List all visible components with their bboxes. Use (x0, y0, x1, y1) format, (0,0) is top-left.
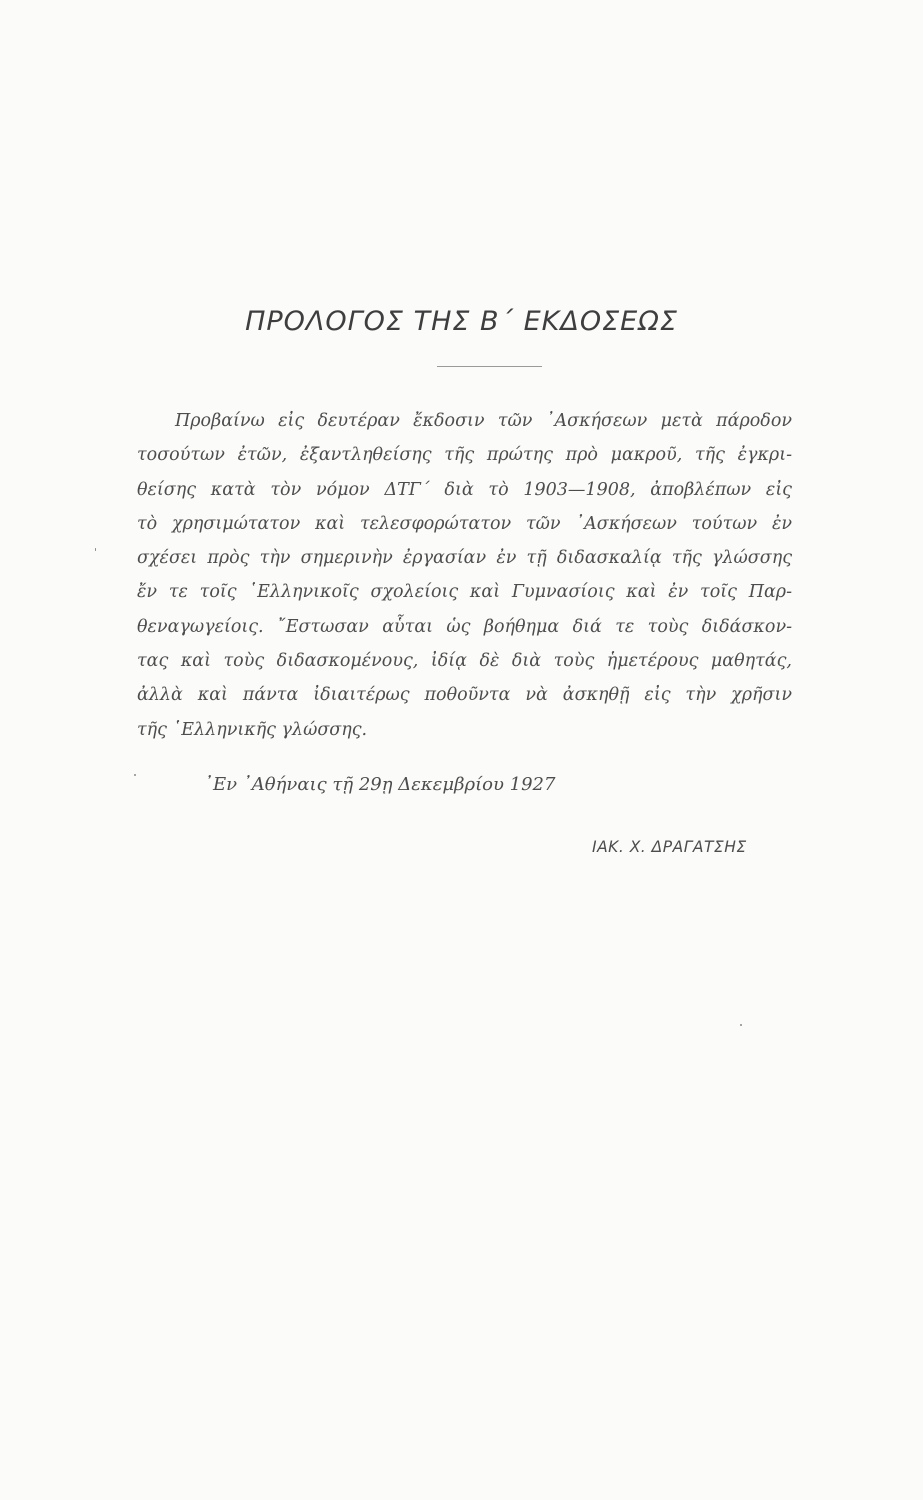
paragraph-line: τας καὶ τοὺς διδασκομένους, ἰδίᾳ δὲ διὰ τοὺς ἡμετέρους μαθητάς, (137, 651, 792, 672)
paragraph-line: σχέσει πρὸς τὴν σημερινὴν ἐργασίαν ἐν τῇ διδασκαλίᾳ τῆς γλώσσης (137, 548, 792, 569)
paragraph-line: τὸ χρησιμώτατον καὶ τελεσφορώτατον τῶν ᾽Ασκήσεων τούτων ἐν (137, 513, 792, 534)
paper-speck (134, 774, 136, 776)
page-title: ΠΡΟΛΟΓΟΣ ΤΗΣ Β΄ ΕΚΔΟΣΕΩΣ (245, 306, 678, 337)
paragraph-line: ἔν τε τοῖς ῾Ελληνικοῖς σχολείοις καὶ Γυμνασίοις καὶ ἐν τοῖς Παρ- (137, 582, 792, 603)
paragraph-line: θεναγωγείοις. ῎Εστωσαν αὗται ὡς βοήθημα διά τε τοὺς διδάσκον- (137, 616, 792, 637)
paper-speck (740, 1024, 742, 1026)
preface-paragraph (137, 404, 792, 747)
paragraph-line: θείσης κατὰ τὸν νόμον ΔΤΓ΄ διὰ τὸ 1903—1908, ἀποβλέπων εἰς (137, 479, 792, 500)
paragraph-line: Προβαίνω εἰς δευτέραν ἔκδοσιν τῶν ᾽Ασκήσεων μετὰ πάροδον (175, 411, 792, 431)
paragraph-line: τῆς ῾Ελληνικῆς γλώσσης. (137, 719, 368, 740)
paper-speck (95, 548, 96, 551)
title-divider (437, 366, 542, 367)
paragraph-line: ἀλλὰ καὶ πάντα ἰδιαιτέρως ποθοῦντα νὰ ἀσκηθῇ εἰς τὴν χρῆσιν (137, 685, 792, 706)
paragraph-line: τοσούτων ἐτῶν, ἐξαντληθείσης τῆς πρώτης πρὸ μακροῦ, τῆς ἐγκρι- (137, 445, 792, 466)
author-signature: ΙΑΚ. Χ. ΔΡΑΓΑΤΣΗΣ (592, 838, 747, 856)
dateline: ᾽Εν ᾽Αθήναις τῇ 29ῃ Δεκεμβρίου 1927 (204, 774, 556, 795)
